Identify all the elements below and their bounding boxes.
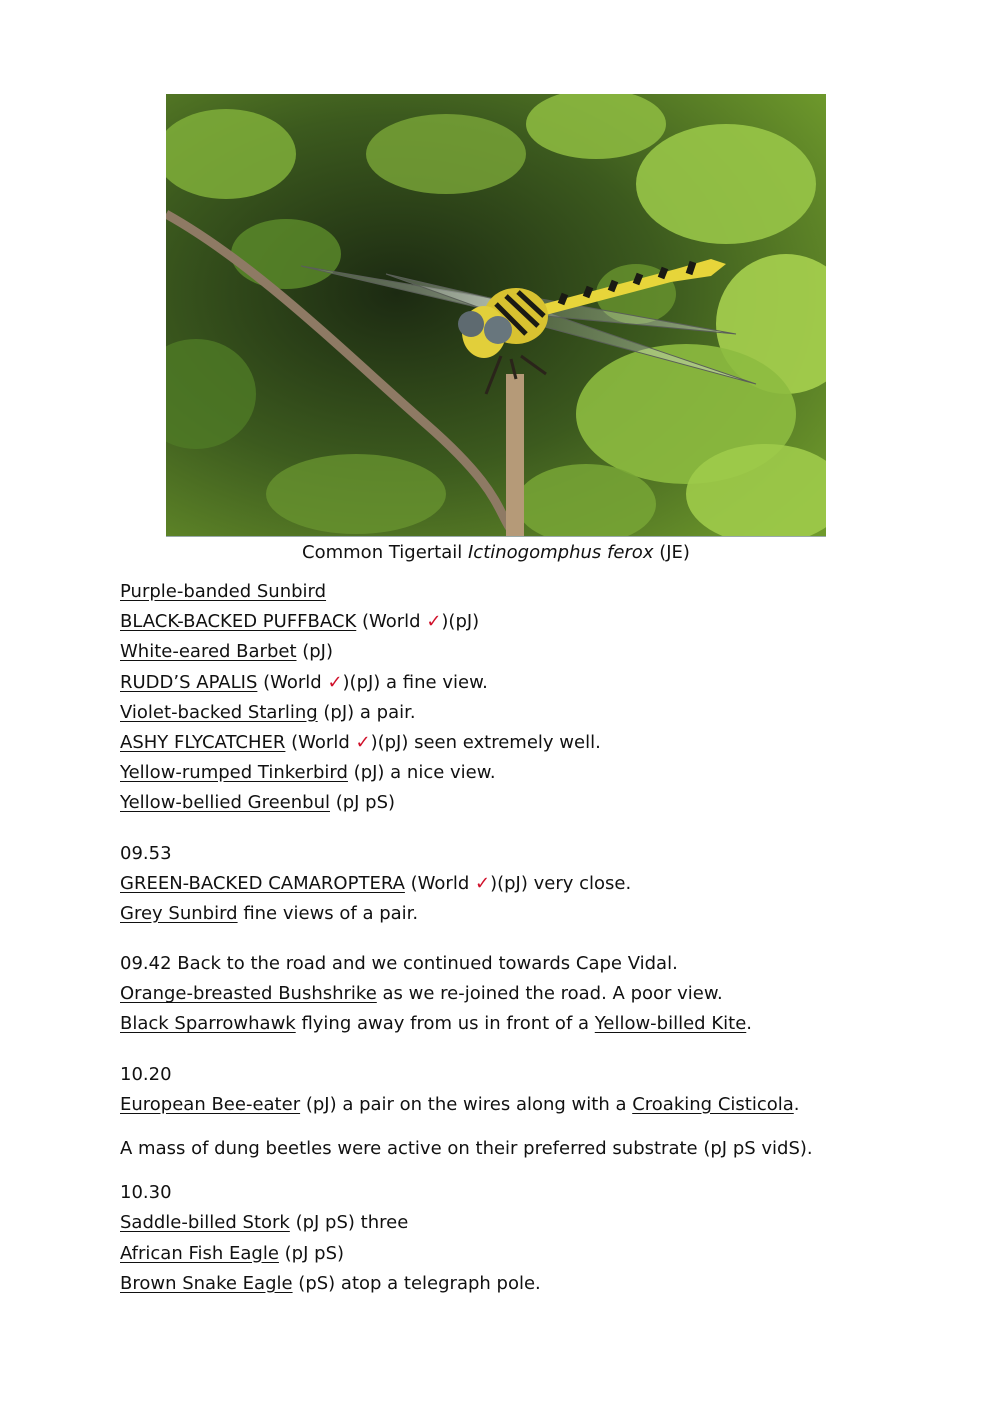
species-name: GREEN-BACKED CAMAROPTERA (120, 872, 405, 894)
species-name: BLACK-BACKED PUFFBACK (120, 611, 357, 633)
punctuation: . (793, 1093, 800, 1115)
tick-icon: ✓ (327, 671, 343, 693)
sighting-line (120, 899, 900, 929)
sighting-line (120, 758, 900, 788)
trip-report-text (120, 577, 900, 1299)
sighting-line (120, 577, 900, 607)
sighting-line (120, 607, 900, 637)
species-name: Croaking Cisticola (632, 1093, 794, 1115)
tick-icon: ✓ (355, 731, 371, 753)
world-label: (World (263, 671, 328, 693)
tick-icon: ✓ (426, 611, 442, 633)
species-name: Yellow-bellied Greenbul (120, 792, 330, 814)
sighting-line (120, 1208, 900, 1238)
sighting-note: (pJ) (296, 641, 334, 663)
narrative-line: 09.42 Back to the road and we continued towards Cape Vidal. (120, 953, 678, 975)
sighting-note: fine views of a pair. (237, 902, 419, 924)
world-label: (World (361, 611, 427, 633)
species-name: Violet-backed Starling (120, 701, 318, 723)
sighting-note: )(pJ) very close. (490, 872, 632, 894)
caption-latin-name: Ictinogomphus ferox (468, 542, 654, 563)
punctuation: . (746, 1013, 752, 1035)
world-label: (World (291, 731, 356, 753)
sighting-note: (pJ) a pair on the wires along with a (300, 1093, 633, 1115)
species-name: Orange-breasted Bushshrike (120, 983, 377, 1005)
species-name: White-eared Barbet (120, 641, 297, 663)
sighting-line (120, 1090, 900, 1120)
sighting-note: )(pJ) seen extremely well. (370, 731, 601, 753)
sighting-note: (pJ pS) (329, 792, 396, 814)
sighting-line (120, 1269, 900, 1299)
sighting-note: (pS) atop a telegraph pole. (292, 1272, 541, 1294)
sighting-line (120, 788, 900, 818)
time-stamp: 10.30 (120, 1182, 172, 1204)
sighting-note: (pJ) a pair. (317, 701, 416, 723)
sighting-note: (pJ pS) three (289, 1212, 409, 1234)
time-stamp: 10.20 (120, 1063, 172, 1085)
tick-icon: ✓ (474, 872, 491, 894)
dragonfly-photo (166, 94, 826, 537)
species-name: ASHY FLYCATCHER (120, 731, 286, 753)
sighting-line (120, 698, 900, 728)
species-name: Yellow-rumped Tinkerbird (120, 762, 348, 784)
species-name: European Bee-eater (120, 1093, 301, 1115)
species-name: Yellow-billed Kite (594, 1013, 747, 1035)
sighting-line (120, 728, 900, 758)
world-label: (World (410, 872, 475, 894)
sighting-line (120, 869, 900, 899)
sighting-line (120, 637, 900, 667)
species-name: Purple-banded Sunbird (120, 581, 327, 602)
time-stamp: 09.53 (120, 842, 172, 864)
sighting-note: )(pJ) a fine view. (342, 671, 488, 693)
caption-credit: (JE) (659, 542, 690, 563)
sighting-line (120, 1009, 900, 1039)
sighting-line (120, 1239, 900, 1269)
sighting-note: as we re-joined the road. A poor view. (376, 983, 723, 1005)
species-name: Black Sparrowhawk (120, 1013, 296, 1035)
sighting-note: )(pJ) (441, 611, 480, 633)
narrative-line: A mass of dung beetles were active on their preferred substrate (pJ pS vidS). (120, 1138, 813, 1159)
species-name: RUDD’S APALIS (120, 671, 258, 693)
sighting-note: (pJ) a nice view. (347, 762, 496, 784)
sighting-note: flying away from us in front of a (295, 1013, 595, 1035)
sighting-line (120, 979, 900, 1009)
species-name: Grey Sunbird (120, 902, 238, 924)
sighting-note: (pJ pS) (278, 1242, 345, 1264)
species-name: Brown Snake Eagle (120, 1272, 293, 1294)
sighting-line (120, 668, 900, 698)
caption-common-name: Common Tigertail (302, 542, 463, 563)
dragonfly-image (166, 94, 826, 536)
species-name: Saddle-billed Stork (120, 1212, 290, 1234)
photo-caption (0, 540, 992, 566)
species-name: African Fish Eagle (120, 1242, 279, 1264)
